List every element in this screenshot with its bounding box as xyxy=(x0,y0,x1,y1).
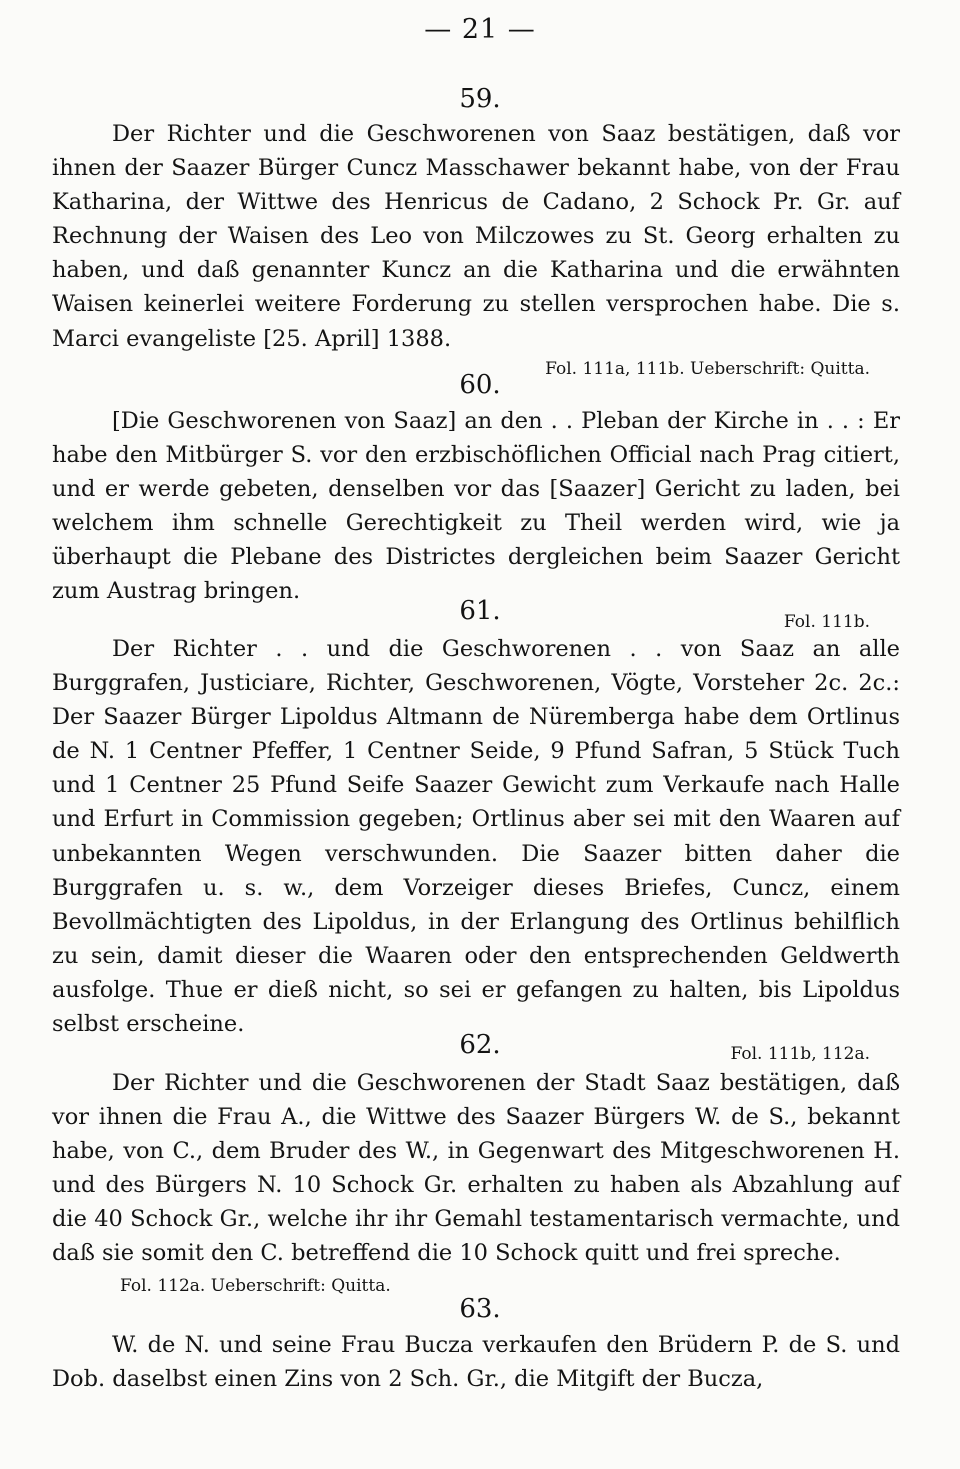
entry-number: 61. xyxy=(459,596,501,626)
entry-number: 63. xyxy=(459,1294,501,1324)
entry-number: 59. xyxy=(459,84,501,114)
entry-63 xyxy=(52,1328,900,1396)
entry-59 xyxy=(52,117,900,386)
entry-text: Der Richter . . und die Geschworenen . . von Saaz an alle Burggrafen, Justiciare, Richter, Geschworenen, Vögte, Vorsteher 2c. 2c.: Der Saazer Bürger Lipoldus Altmann de Nüremberga habe dem Ortlinus de N. 1 Centner Pfeffer, 1 Centner Seide, 9 Pfund Safran, 5 Stück Tuch und 1 Centner 25 Pfund Seife Saazer Gewicht zum Verkaufe nach Halle und Erfurt in Commission gegeben; Ortlinus aber sei mit den Waaren auf unbekannten Wegen verschwunden. Die Saazer bitten daher die Burggrafen u. s. w., dem Vorzeiger dieses Briefes, Cuncz, einem Bevollmächtigten des Lipoldus, in der Erlangung des Ortlinus behilflich zu sein, damit dieser die Waaren oder den entsprechenden Geldwerth ausfolge. Thue er dieß nicht, so sei er gefangen zu halten, bis Lipoldus selbst erscheine. xyxy=(52,636,900,1038)
folio-reference: Fol. 111b. xyxy=(783,611,870,632)
entry-text: W. de N. und seine Frau Bucza verkaufen den Brüdern P. de S. und Dob. daselbst einen Zins von 2 Sch. Gr., die Mitgift der Bucza, xyxy=(52,1332,900,1393)
entry-text: Der Richter und die Geschworenen von Saaz bestätigen, daß vor ihnen der Saazer Bürger Cuncz Masschawer bekannt habe, von der Frau Katharina, der Wittwe des Henricus de Cadano, 2 Schock Pr. Gr. auf Rechnung der Waisen des Leo von Milczowes zu St. Georg erhalten zu haben, und daß genannter Kuncz an die Katharina und die erwähnten Waisen keinerlei weitere Forderung zu stellen versprochen habe. Die s. Marci evangeliste [25. April] 1388. xyxy=(52,121,900,352)
entry-62 xyxy=(52,1066,900,1303)
entry-number: 62. xyxy=(459,1030,501,1060)
entry-text: Der Richter und die Geschworenen der Stadt Saaz bestätigen, daß vor ihnen die Frau A., die Wittwe des Saazer Bürgers W. de S., bekannt habe, von C., dem Bruder des W., in Gegenwart des Mitgeschworenen H. und des Bürgers N. 10 Schock Gr. erhalten zu haben als Abzahlung auf die 40 Schock Gr., welche ihr ihr Gemahl testamentarisch vermachte, und daß sie somit den C. betreffend die 10 Schock quitt und frei spreche. xyxy=(52,1070,900,1267)
entry-61 xyxy=(52,632,900,1071)
folio-reference: Fol. 112a. Ueberschrift: Quitta. xyxy=(120,1275,391,1296)
entry-text: [Die Geschworenen von Saaz] an den . . Pleban der Kirche in . . : Er habe den Mitbürger S. vor den erzbischöflichen Official nach Prag citiert, und er werde gebeten, denselben vor das [Saazer] Gericht zu laden, bei welchem ihm schnelle Gerechtigkeit zu Theil werden wird, wie ja überhaupt die Plebane des Districtes dergleichen beim Saazer Gericht zum Austrag bringen. xyxy=(52,408,900,605)
folio-reference: Fol. 111b, 112a. xyxy=(730,1044,870,1065)
page-number: — 21 — xyxy=(424,14,536,45)
folio-reference: Fol. 111a, 111b. Ueberschrift: Quitta. xyxy=(545,358,870,379)
entry-number: 60. xyxy=(459,370,501,400)
